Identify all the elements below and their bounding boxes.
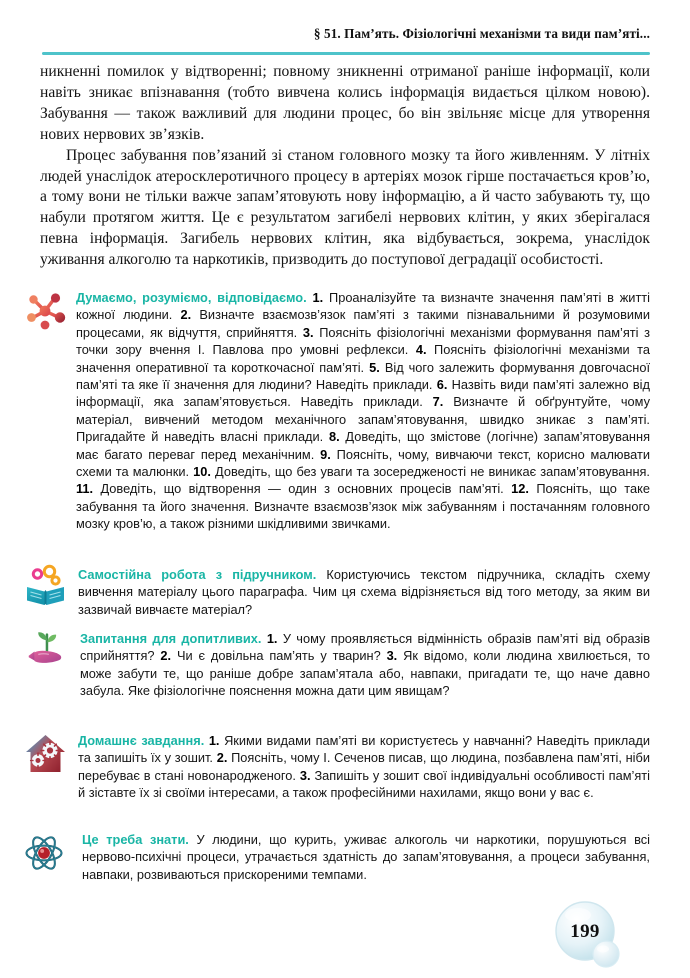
rubric-homework-item-text: Запишіть у зошит свої індивідуальні особливості пам’яті й зіставте їх зі своїми інтересами, а також професійними нахилами, якщо вони у вас є. — [78, 767, 650, 801]
rubric-know — [20, 829, 650, 883]
rubric-think-title: Думаємо, розуміємо, відповідаємо. — [76, 290, 307, 305]
rubric-think-item-text: Визначте взаємозв’язок пам’яті з такими пізнавальними й розумовими процесами, як відчуття, сприйняття. — [76, 307, 650, 340]
rubric-curious — [22, 628, 650, 700]
page-number: 199 — [570, 921, 600, 942]
rubric-think-item-text: Назвіть види пам’яті залежно від інформації, яка запам’ятовується. Наведіть приклади. — [76, 377, 650, 410]
header-rule — [42, 52, 650, 55]
rubric-selfwork-title: Самостійна робота з підручником. — [78, 567, 317, 582]
rubric-selfwork-text — [76, 563, 650, 618]
rubric-think-item-number: 9. — [320, 446, 331, 462]
paragraph-continuation: никненні помилок у відтворенні; повному зникненні отриманої раніше інформації, коли навіть зникає впізнавання (тобто вивчена колись інформація видається цілком новою). Забування — також важливий для людини процес, бо він звільняє місце для утворення нових нервових зв’язків. — [40, 63, 650, 143]
rubric-curious-item-number: 2. — [160, 648, 172, 664]
rubric-think-item-number: 2. — [180, 307, 192, 323]
rubric-think-item-text: Поясніть фізіологічні механізми та значення оперативної та короткочасної пам’яті. — [76, 342, 650, 375]
atom-icon — [20, 829, 72, 879]
rubric-think — [22, 288, 650, 533]
rubric-think-item-number: 8. — [328, 429, 340, 445]
rubric-know-item-text: У людини, що курить, уживає алкоголь чи наркотики, порушуються всі нервово-психічні процеси, утрачається здатність до запам’ятовування, а процеси забування, навпаки, розвиваються прискореними темпами. — [82, 832, 651, 882]
hand-sprout-icon — [22, 626, 72, 676]
page-number-bubble — [548, 899, 640, 975]
rubric-think-item-number: 7. — [432, 394, 444, 410]
rubric-think-item-text: Доведіть, що відтворення — один з основних процесів пам’яті. — [100, 481, 504, 497]
rubric-think-item-text: Від чого залежить формування довгочасної пам’яті та яке її значення для людини? Наведіть приклади. — [76, 359, 651, 393]
rubric-think-item-text: Визначте й обґрунтуйте, чому матеріал, вивчений методом механічного запам’ятовування, швидко зникає з пам’яті. Пригадайте й наведіть власні приклади. — [76, 394, 651, 445]
rubric-homework-text — [76, 730, 650, 802]
rubric-homework-item-number: 2. — [216, 750, 228, 766]
rubric-think-item-number: 12. — [511, 481, 529, 497]
rubric-think-item-text: Поясніть фізіологічні механізми формування пам’яті з точки зору вчення І. Павлова про умовні рефлекси. — [76, 324, 651, 358]
rubric-curious-item-number: 1. — [266, 631, 278, 646]
rubric-think-text — [74, 288, 650, 533]
rubric-know-title: Це треба знати. — [82, 832, 189, 847]
rubric-think-item-number: 11. — [76, 481, 94, 497]
rubric-homework-item-number: 3. — [299, 767, 311, 783]
open-book-gears-icon — [22, 563, 70, 611]
rubric-homework — [22, 730, 650, 802]
molecule-neuron-icon — [22, 288, 68, 334]
rubric-homework-item-number: 1. — [208, 733, 220, 748]
rubric-think-item-text: Доведіть, що без уваги та зосередженості не виникає запам’ятовування. — [215, 464, 650, 480]
rubric-homework-item-text: Якими видами пам’яті ви користуєтесь у навчанні? Наведіть приклади та запишіть їх у зошит. — [78, 733, 650, 766]
rubric-homework-title: Домашнє завдання. — [78, 733, 205, 748]
paragraph-forgetting-brain: Процес забування пов’язаний зі станом головного мозку та його живленням. У літніх людей унаслідок атеросклеротичного процесу в артеріях мозок гірше постачається кров’ю, а тому вони не тільки важче запам’ятовують нову інформацію, а й часто забувають ту, що набули протягом життя. Це є результатом загибелі нервових клітин, у яких зберігалася певна інформація. Загибель нервових клітин, яка відбувається, зокрема, унаслідок уживання алкоголю та наркотиків, призводить до поступової деградації особистості. — [40, 146, 650, 269]
rubric-curious-item-number: 3. — [386, 648, 398, 664]
rubric-think-item-number: 6. — [436, 377, 448, 393]
rubric-think-item-text: Поясніть, що таке забування та його значення. Визначте взаємозв’язок між забуванням і постачанням головного мозку кров’ю, а також різними шкідливими звичками. — [76, 481, 650, 532]
body-column — [40, 62, 650, 271]
rubric-selfwork — [22, 563, 650, 618]
rubric-think-item-text: Доведіть, що змістове (логічне) запам’ятовування має багато переваг перед механічним. — [76, 429, 650, 462]
rubric-think-item-number: 10. — [193, 464, 211, 480]
rubric-curious-text — [78, 628, 650, 700]
house-gears-icon — [22, 730, 70, 778]
rubric-think-item-text: Проаналізуйте та визначте значення пам’яті в житті кожної людини. — [76, 290, 651, 323]
rubric-curious-item-text: Як відомо, коли людина хвилюється, то може забути те, що раніше добре запам’ятала або, навпаки, пригадати те, що наче давно забула. Яке фізіологічне пояснення можна дати цим явищам? — [80, 648, 650, 699]
rubric-curious-item-text: Чи є довільна пам’ять у тварин? — [176, 648, 381, 664]
rubric-think-items — [76, 290, 650, 531]
rubric-curious-item-text: У чому проявляється відмінність образів пам’яті від образів сприйняття? — [80, 631, 650, 664]
rubric-think-item-number: 5. — [369, 359, 380, 375]
rubric-know-text — [78, 829, 650, 883]
running-head: § 51. Пам’ять. Фізіологічні механізми та види пам’яті... — [313, 26, 650, 41]
rubric-selfwork-item-text: Користуючись текстом підручника, складіть схему вивчення матеріалу цього параграфа. Чим ця схема відрізняється від того методу, за яким ви зазвичай вивчаєте матеріал? — [78, 567, 650, 617]
rubric-curious-title: Запитання для допитливих. — [80, 631, 262, 646]
rubric-think-item-text: Поясніть, чому, вивчаючи текст, корисно малювати схеми та малюнки. — [76, 446, 651, 480]
rubric-think-item-number: 3. — [302, 324, 314, 340]
rubric-think-item-number: 1. — [312, 290, 324, 305]
rubric-think-item-number: 4. — [415, 342, 427, 358]
rubric-homework-item-text: Поясніть, чому І. Сеченов писав, що людина, позбавлена пам’яті, ніби перебуває в стані новонародженого. — [78, 750, 650, 783]
